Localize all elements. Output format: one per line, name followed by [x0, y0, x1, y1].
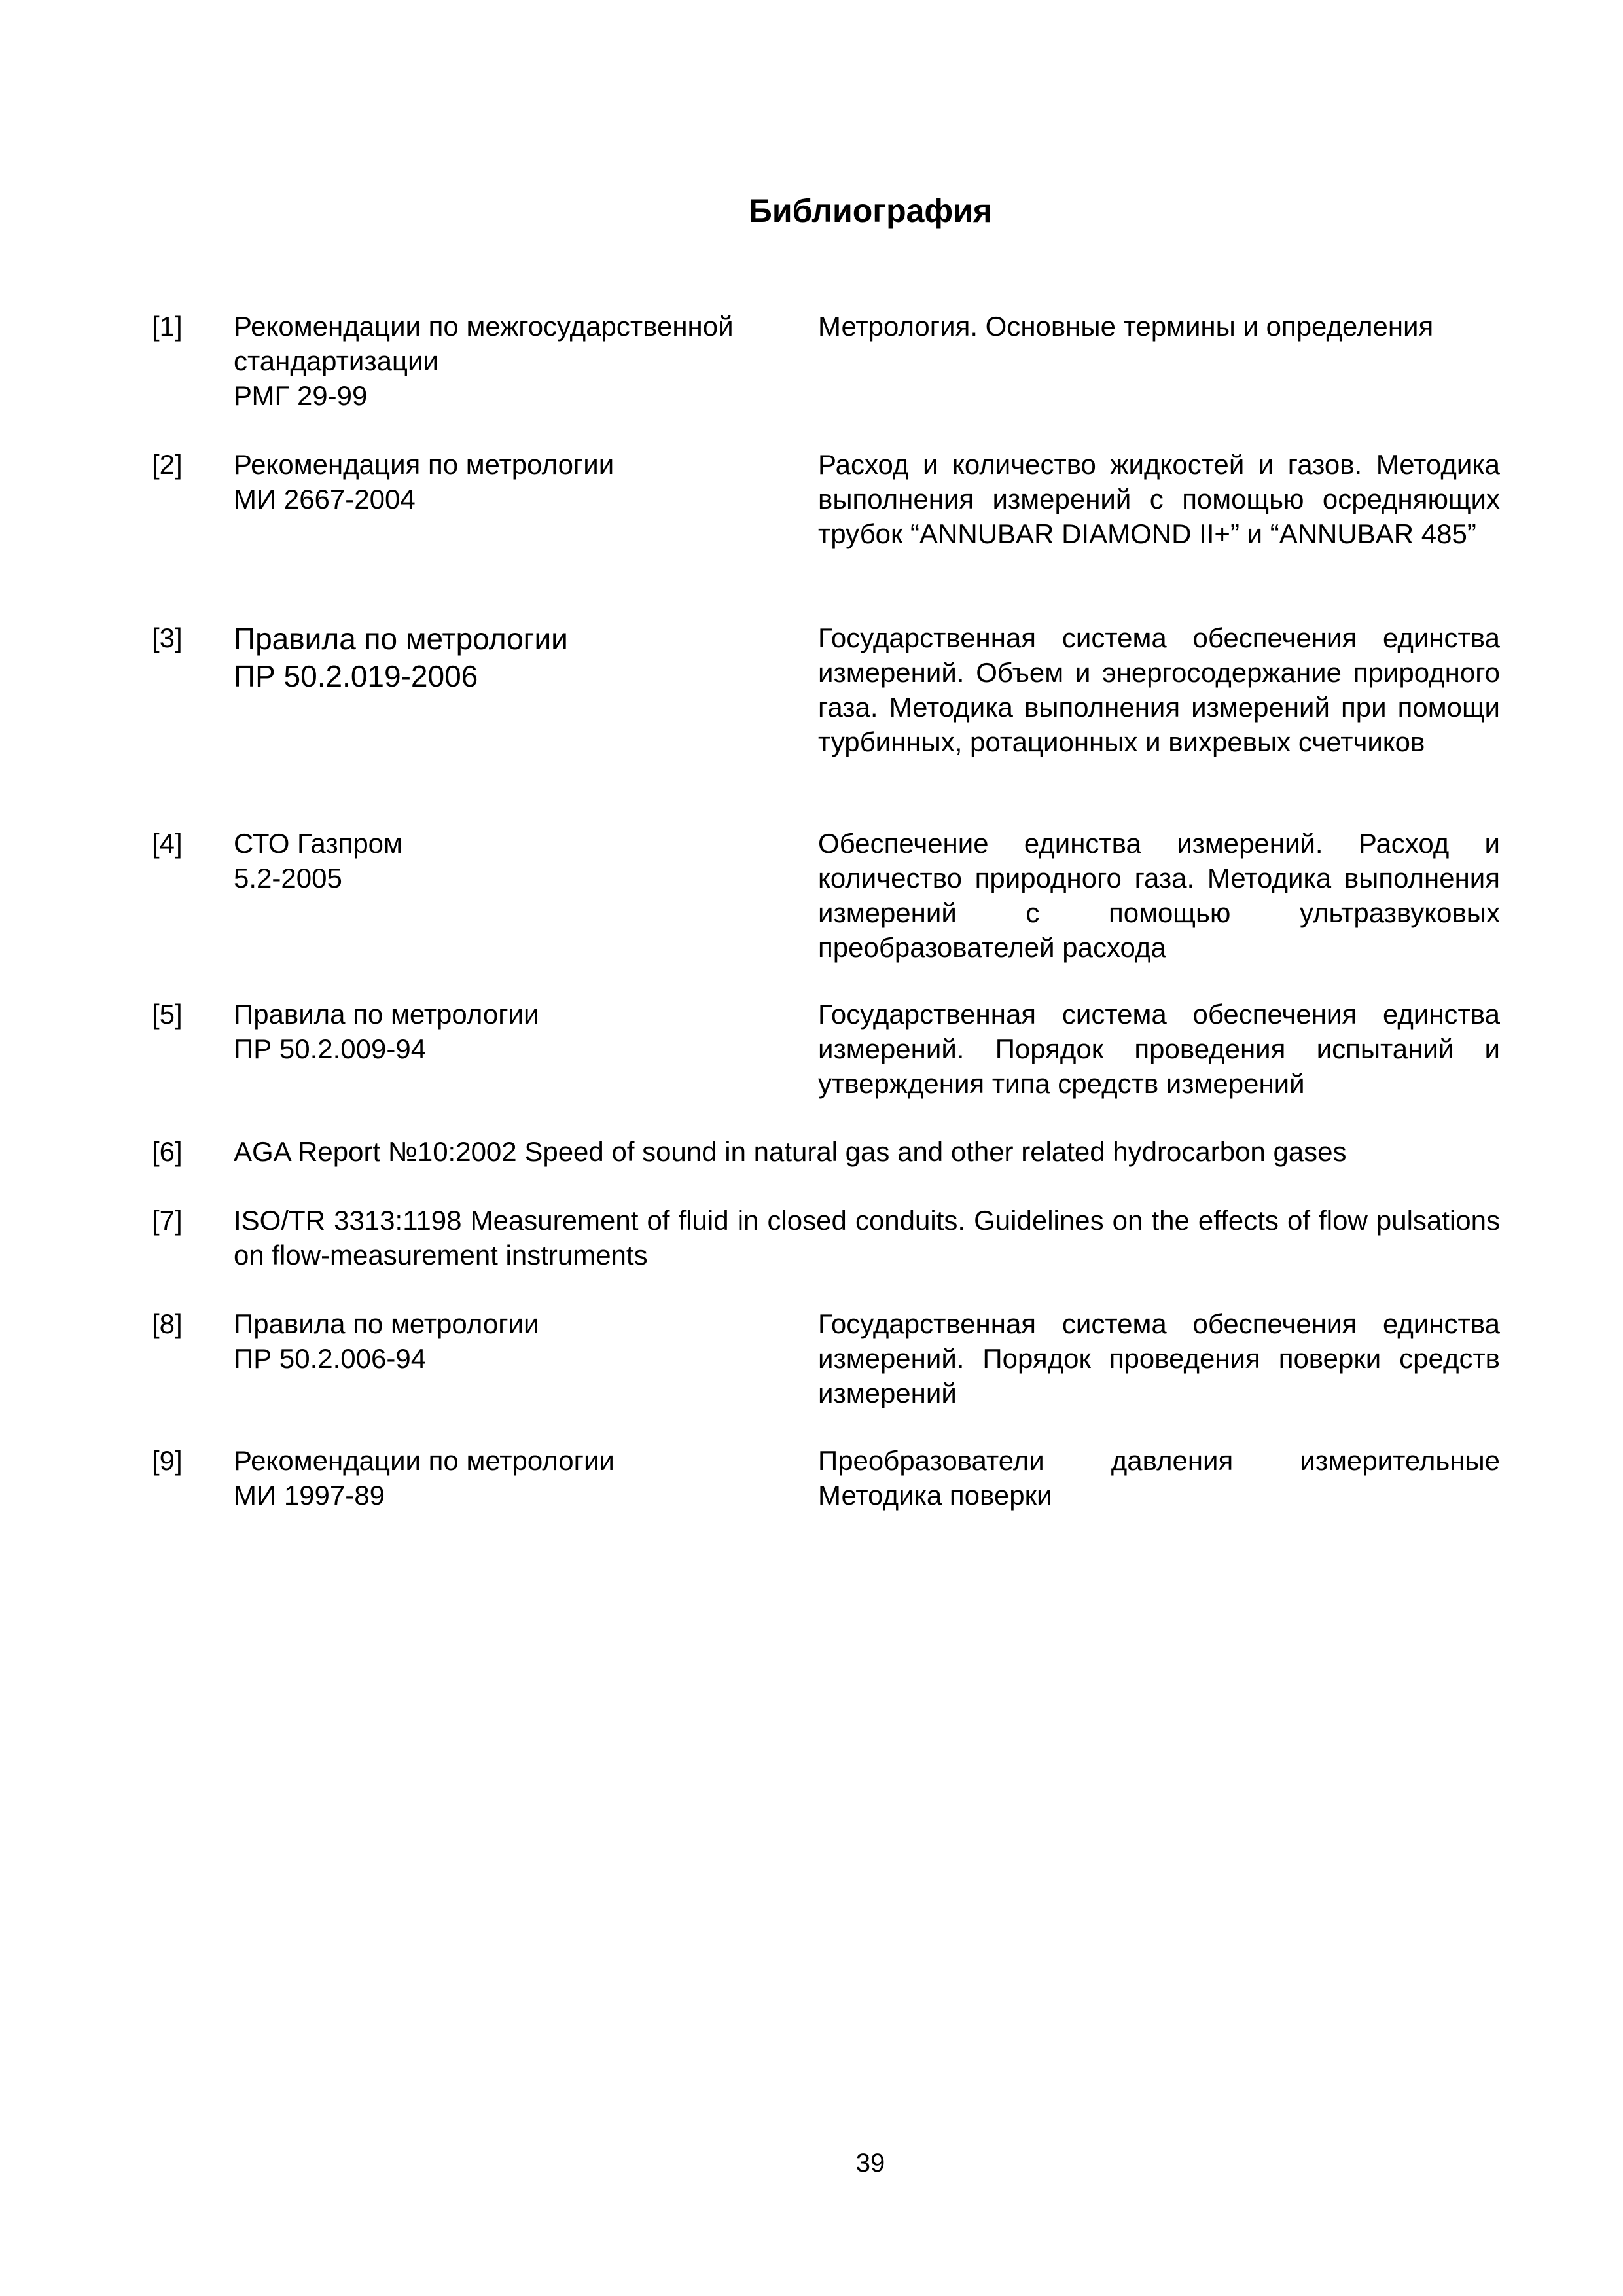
entry-source-line: 5.2-2005: [234, 863, 342, 893]
entry-source: [234, 826, 790, 895]
entry-number: [4]: [152, 828, 183, 859]
entry-source-line: МИ 2667-2004: [234, 484, 416, 514]
entry-number: [6]: [152, 1136, 183, 1167]
entry-number: [3]: [152, 622, 183, 653]
entry-source: [234, 997, 790, 1066]
entry-title: Метрология. Основные термины и определения: [818, 311, 1434, 342]
entry-source-line: МИ 1997-89: [234, 1480, 385, 1511]
entry-title: Обеспечение единства измерений. Расход и количество природного газа. Методика выполнения измерений с помощью ультразвуковых преобразователей расхода: [818, 828, 1500, 963]
entry-source-line: Рекомендации по метрологии: [234, 1445, 615, 1476]
entry-source-line: Правила по метрологии: [234, 1308, 539, 1339]
entry-title-line: Преобразователи давления измерительные: [818, 1445, 1500, 1476]
entry-source: [234, 1306, 790, 1376]
page-title: Библиография: [748, 192, 993, 229]
entry-source: [234, 620, 790, 695]
page-number: 39: [855, 2149, 885, 2178]
entry-source-line: ПР 50.2.009-94: [234, 1033, 427, 1064]
entry-source: [234, 309, 790, 413]
entry-source-line: Правила по метрологии: [234, 622, 568, 656]
entry-number: [8]: [152, 1308, 183, 1339]
entry-source-line: РМГ 29-99: [234, 380, 368, 411]
entry-title: [818, 1443, 1500, 1513]
entry-source: [234, 1443, 790, 1513]
entry-source-line: ПР 50.2.006-94: [234, 1343, 427, 1374]
entry-number: [7]: [152, 1205, 183, 1236]
entry-number: [5]: [152, 999, 183, 1030]
entry-title: Государственная система обеспечения единства измерений. Порядок проведения поверки средств измерений: [818, 1308, 1500, 1408]
entry-source-line: стандартизации: [234, 346, 438, 376]
entry-title: Государственная система обеспечения единства измерений. Порядок проведения испытаний и утверждения типа средств измерений: [818, 999, 1500, 1099]
entry-text: ISO/TR 3313:1198 Measurement of fluid in closed conduits. Guidelines on the effects of flow pulsations on flow-measurement instruments: [234, 1205, 1500, 1270]
entry-text: AGA Report №10:2002 Speed of sound in natural gas and other related hydrocarbon gases: [234, 1136, 1347, 1167]
entry-number: [1]: [152, 311, 183, 342]
entry-source-line: Рекомендация по метрологии: [234, 449, 615, 480]
entry-title-line: Методика поверки: [818, 1480, 1052, 1511]
entry-source-line: Правила по метрологии: [234, 999, 539, 1030]
entry-title: Расход и количество жидкостей и газов. Методика выполнения измерений с помощью осредняющих трубок “ANNUBAR DIAMOND II+” и “ANNUBAR 485”: [818, 449, 1500, 549]
entry-source-line: Рекомендации по межгосударственной: [234, 311, 734, 342]
entry-source-line: СТО Газпром: [234, 828, 402, 859]
entry-title: Государственная система обеспечения единства измерений. Объем и энергосодержание природного газа. Методика выполнения измерений при помощи турбинных, ротационных и вихревых счетчиков: [818, 622, 1500, 757]
entry-number: [2]: [152, 449, 183, 480]
entry-number: [9]: [152, 1445, 183, 1476]
entry-source-line: ПР 50.2.019-2006: [234, 659, 478, 693]
entry-source: [234, 447, 790, 516]
